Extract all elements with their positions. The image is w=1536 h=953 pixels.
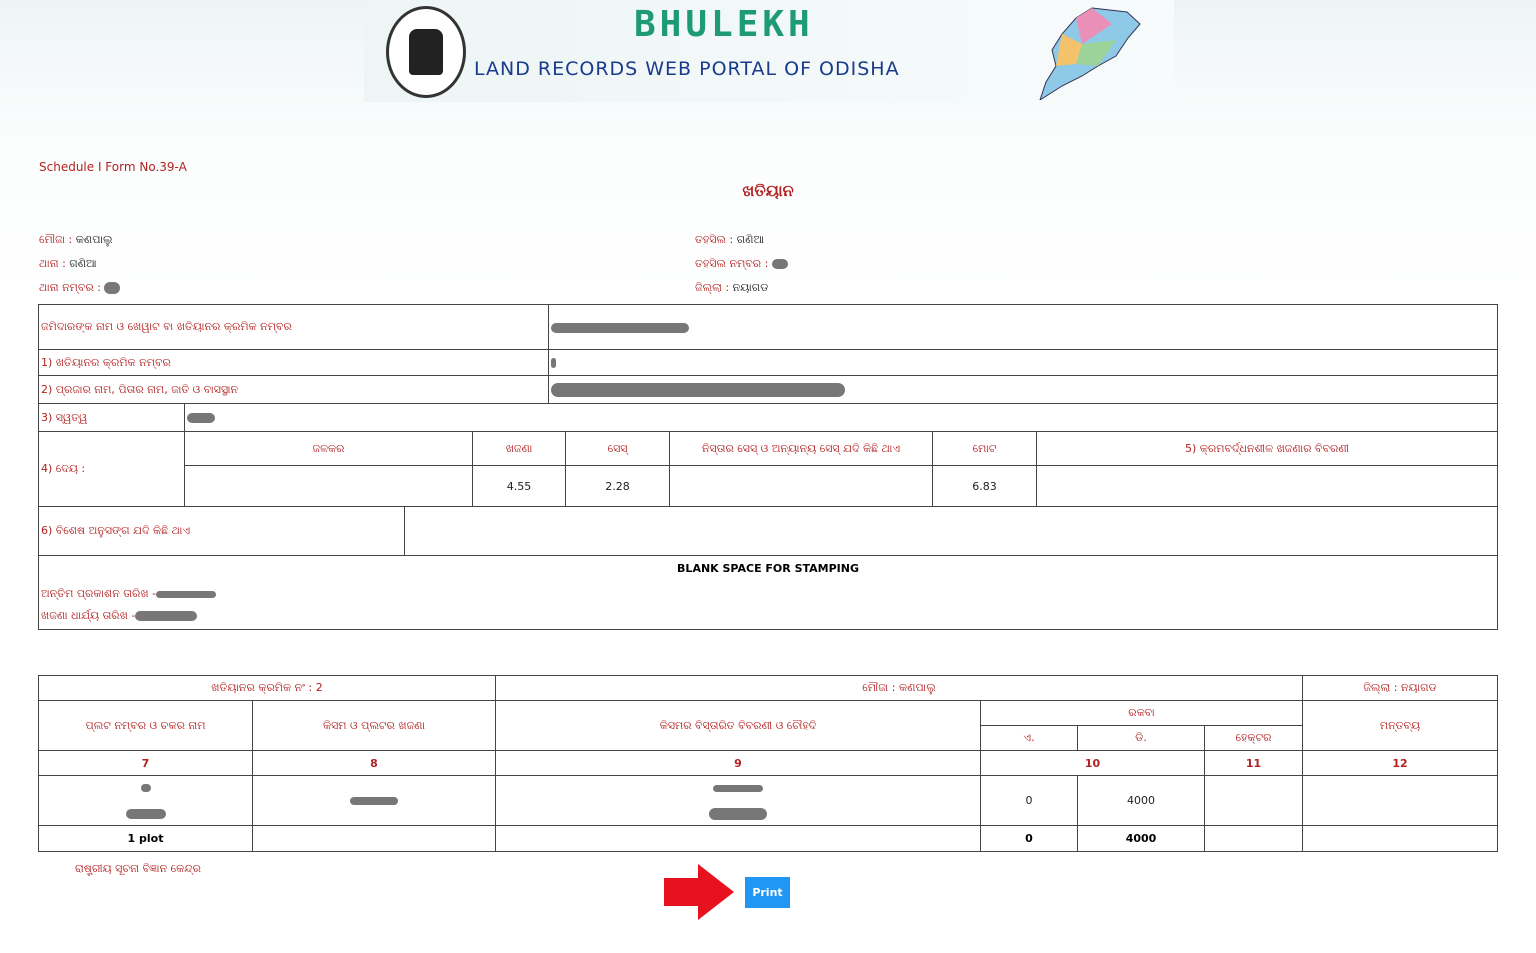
print-button[interactable]: Print <box>745 877 790 908</box>
khatiyan-label: 1) ଖତିୟାନର କ୍ରମିକ ନମ୍ବର <box>39 350 549 376</box>
acre-cell: 0 <box>981 776 1078 826</box>
cess-header: ସେସ୍ <box>566 432 670 466</box>
thana-number-field <box>39 281 120 295</box>
plot-number-cell <box>39 776 253 826</box>
tahasil-field <box>695 233 764 247</box>
plot-district-label: ଜିଲ୍ଲା : ନୟାଗଡ <box>1303 676 1498 701</box>
final-publication-date <box>41 587 1495 601</box>
redacted-value <box>350 797 398 805</box>
col-number: 9 <box>496 751 981 776</box>
thana-label: ଥାନା : <box>39 257 70 270</box>
odisha-map-icon <box>1032 4 1142 100</box>
final-publication-label: ଅନ୍ତିମ ପ୍ରକାଶନ ତାରିଖ - <box>41 587 157 600</box>
tenant-value <box>549 376 1498 404</box>
khatiyan-value <box>549 350 1498 376</box>
acre-header: ଏ. <box>981 726 1078 751</box>
redacted-value <box>551 383 845 397</box>
remarks-cell <box>1303 776 1498 826</box>
right-label: 3) ସ୍ୱତ୍ୱ <box>39 404 185 432</box>
bhulekh-banner <box>364 0 1174 102</box>
rent-fixation-label: ଖଜଣା ଧାର୍ଯ୍ୟ ତାରିଖ - <box>41 609 136 622</box>
redacted-value <box>135 611 197 621</box>
dues-label: 4) ଦେୟ : <box>39 432 185 507</box>
landlord-label: ଜମିଦାରଙ୍କ ନାମ ଓ ଖେୱାଟ ବା ଖତିୟାନର କ୍ରମିକ ନମ୍ବର <box>39 305 549 350</box>
col-number: 7 <box>39 751 253 776</box>
mouza-value: କଣପାଲୁ <box>75 233 113 246</box>
redacted-value <box>141 784 151 792</box>
details-header: କିସମର ବିସ୍ତାରିତ ବିବରଣୀ ଓ ଚୌହଦି <box>496 701 981 751</box>
odisha-seal-logo <box>386 6 466 98</box>
rent-header: ଖଜଣା <box>473 432 566 466</box>
rent-fixation-date <box>41 609 1495 623</box>
banner-title: BHULEKH <box>634 4 814 45</box>
col-number: 8 <box>253 751 496 776</box>
col-number: 11 <box>1205 751 1303 776</box>
special-label: 6) ବିଶେଷ ଅନୁସଙ୍ଗ ଯଦି କିଛି ଥାଏ <box>39 507 405 556</box>
rent-value: 4.55 <box>473 466 566 507</box>
empty-cell <box>253 826 496 852</box>
banner-subtitle: LAND RECORDS WEB PORTAL OF ODISHA <box>474 58 900 80</box>
thana-value: ଗଣିଆ <box>69 257 97 270</box>
arrow-right-icon <box>664 864 736 920</box>
other-cess-value <box>670 466 933 507</box>
total-acre: 0 <box>981 826 1078 852</box>
redacted-value <box>772 259 788 269</box>
landlord-row <box>39 305 1498 350</box>
kisam-header: କିସମ ଓ ପ୍ଲଟର ଖଜଣା <box>253 701 496 751</box>
redacted-value <box>713 785 763 792</box>
dues-value-row <box>39 466 1498 507</box>
stamp-label: BLANK SPACE FOR STAMPING <box>677 562 860 575</box>
tenant-label: 2) ପ୍ରଜାର ନାମ, ପିତାର ନାମ, ଜାତି ଓ ବାସସ୍ଥାନ <box>39 376 549 404</box>
other-cess-header: ନିସ୍ତାର ସେସ୍ ଓ ଅନ୍ୟାନ୍ୟ ସେସ୍ ଯଦି କିଛି ଥାଏ <box>670 432 933 466</box>
stamp-row <box>39 556 1498 630</box>
plot-header-row <box>39 701 1498 726</box>
column-number-row <box>39 751 1498 776</box>
table-row <box>39 776 1498 826</box>
plot-title-row <box>39 676 1498 701</box>
dues-header-row <box>39 432 1498 466</box>
total-decimal: 4000 <box>1078 826 1205 852</box>
empty-cell <box>1303 826 1498 852</box>
empty-cell <box>496 826 981 852</box>
total-header: ମୋଟ <box>933 432 1037 466</box>
hectare-cell <box>1205 776 1303 826</box>
progressive-rent-value <box>1037 466 1498 507</box>
redacted-value <box>187 413 215 423</box>
mouza-label: ମୌଜା : <box>39 233 76 246</box>
redacted-value <box>104 282 120 294</box>
tenant-row <box>39 376 1498 404</box>
tahasil-number-field <box>695 257 788 271</box>
details-cell <box>496 776 981 826</box>
cess-value: 2.28 <box>566 466 670 507</box>
ror-table <box>38 304 1498 630</box>
district-label: ଜିଲ୍ଲା : <box>695 281 733 294</box>
tahasil-label: ତହସିଲ : <box>695 233 737 246</box>
redacted-value <box>551 358 556 368</box>
redacted-value <box>126 809 166 819</box>
document-title: ଖତିୟାନ <box>742 181 794 200</box>
water-tax-header: ଜଳକର <box>185 432 473 466</box>
col-number: 10 <box>981 751 1205 776</box>
remarks-header: ମନ୍ତବ୍ୟ <box>1303 701 1498 751</box>
special-value <box>405 507 1498 556</box>
khatiyan-serial-label: ଖତିୟାନର କ୍ରମିକ ନଂ : 2 <box>39 676 496 701</box>
plot-number-header: ପ୍ଲଟ ନମ୍ବର ଓ ଚକର ନାମ <box>39 701 253 751</box>
water-tax-value <box>185 466 473 507</box>
thana-field <box>39 257 97 271</box>
decimal-header: ଡି. <box>1078 726 1205 751</box>
nic-label: ରାଷ୍ଟ୍ରୀୟ ସୂଚନା ବିଜ୍ଞାନ କେନ୍ଦ୍ର <box>75 862 201 875</box>
redacted-value <box>551 323 689 333</box>
total-plots: 1 plot <box>39 826 253 852</box>
right-row <box>39 404 1498 432</box>
special-row <box>39 507 1498 556</box>
kisam-cell <box>253 776 496 826</box>
tahasil-number-label: ତହସିଲ ନମ୍ବର : <box>695 257 772 270</box>
total-value: 6.83 <box>933 466 1037 507</box>
landlord-value <box>549 305 1498 350</box>
area-header: ରକବା <box>981 701 1303 726</box>
right-value <box>185 404 1498 432</box>
plot-mouza-label: ମୌଜା : କଣପାଲୁ <box>496 676 1303 701</box>
district-field <box>695 281 768 295</box>
redacted-value <box>709 808 767 820</box>
total-row <box>39 826 1498 852</box>
stamp-area <box>39 556 1498 630</box>
form-number: Schedule I Form No.39-A <box>39 160 187 174</box>
progressive-rent-header: 5) କ୍ରମବର୍ଦ୍ଧନଶୀଳ ଖଜଣାର ବିବରଣୀ <box>1037 432 1498 466</box>
plot-table <box>38 675 1498 852</box>
decimal-cell: 4000 <box>1078 776 1205 826</box>
district-value: ନୟାଗଡ <box>732 281 769 294</box>
khatiyan-row <box>39 350 1498 376</box>
mouza-field <box>39 233 113 247</box>
thana-number-label: ଥାନା ନମ୍ବର : <box>39 281 105 294</box>
tahasil-value: ଗଣିଆ <box>736 233 765 246</box>
hectare-header: ହେକ୍ଟର <box>1205 726 1303 751</box>
col-number: 12 <box>1303 751 1498 776</box>
empty-cell <box>1205 826 1303 852</box>
redacted-value <box>156 591 216 598</box>
